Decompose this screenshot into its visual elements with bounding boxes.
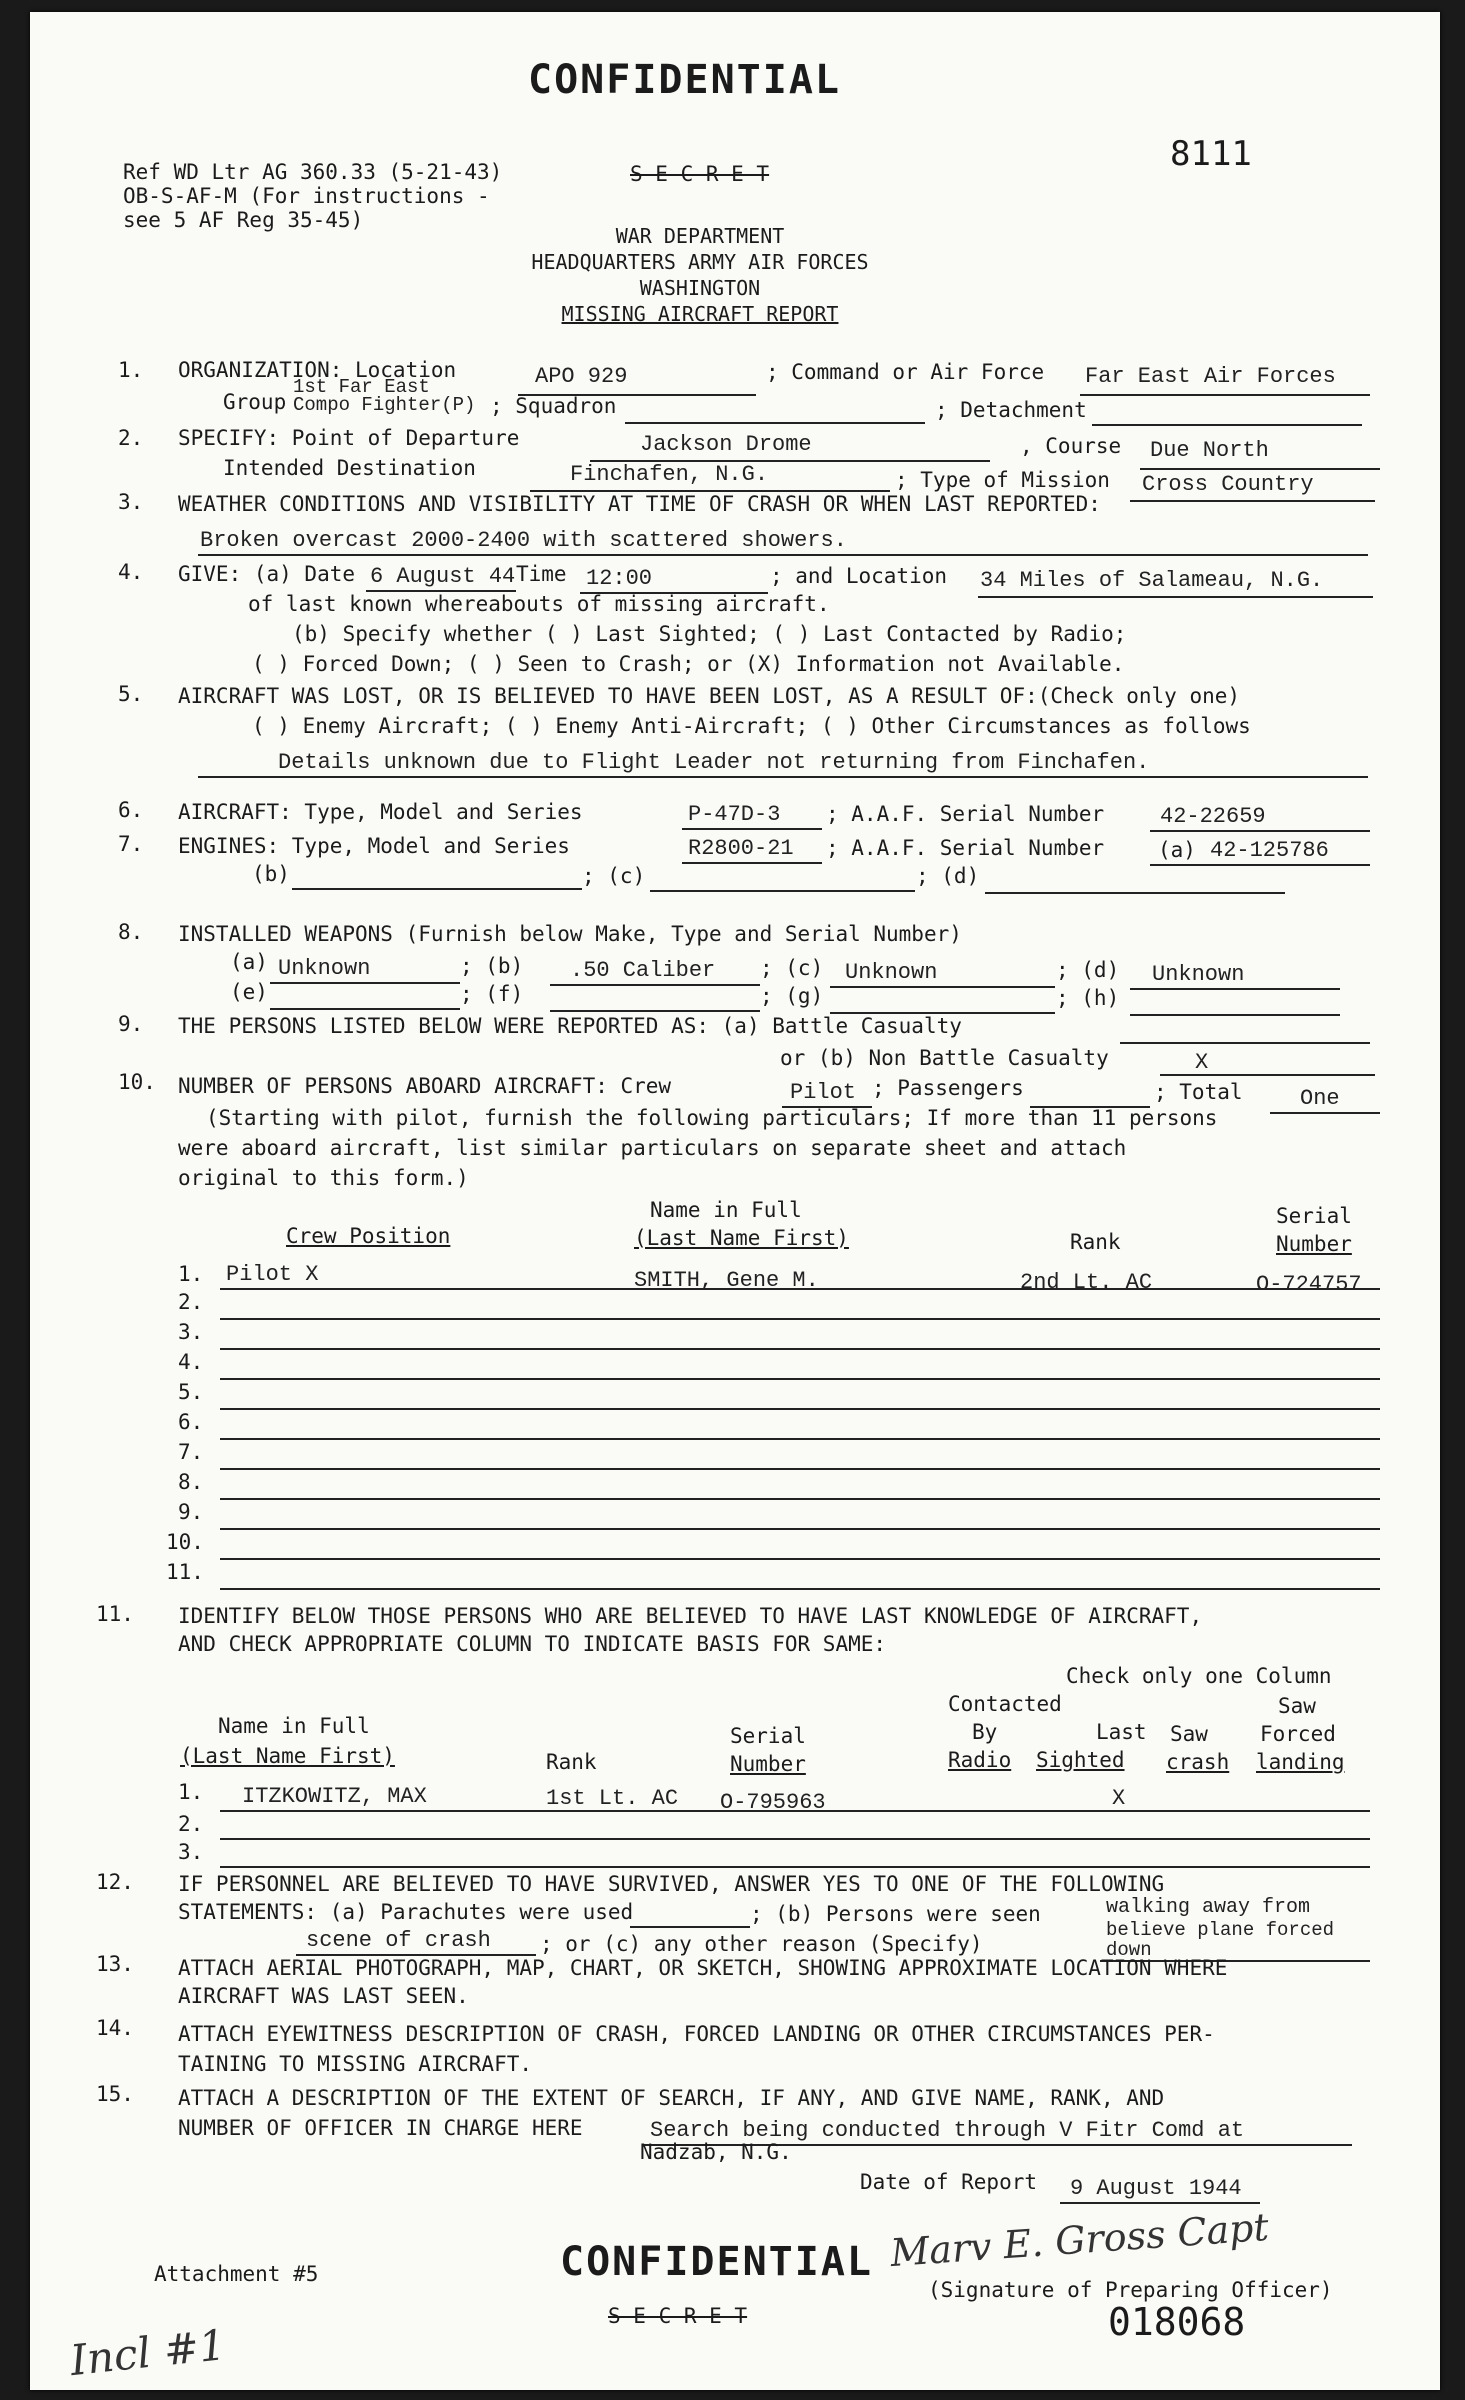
- s7-serial-a: 42-125786: [1210, 838, 1329, 863]
- header-war-department: WAR DEPARTMENT: [615, 224, 785, 248]
- s1-num: 1.: [118, 358, 144, 382]
- s7-serial-label: ; A.A.F. Serial Number: [826, 836, 1105, 860]
- classification-stamp-bottom: CONFIDENTIAL: [560, 2239, 873, 2285]
- s4-location: 34 Miles of Salameau, N.G.: [980, 568, 1324, 593]
- s15-search: Search being conducted through V Fitr Comd at: [650, 2118, 1245, 2143]
- s2-destination: Finchafen, N.G.: [570, 462, 769, 487]
- s7-d-label: ; (d): [916, 864, 980, 888]
- s15-search2: Nadzab, N.G.: [640, 2140, 792, 2164]
- crew-h-name2: (Last Name First): [634, 1226, 849, 1250]
- form-number: 8111: [1170, 134, 1252, 174]
- s1-label: ORGANIZATION: Location: [178, 358, 457, 382]
- s12-walking: walking away from: [1106, 1896, 1311, 1919]
- crew-h-rank: Rank: [1070, 1230, 1121, 1254]
- s11-h-name2: (Last Name First): [180, 1744, 395, 1768]
- s5-num: 5.: [118, 682, 144, 706]
- s11-contacted: Contacted: [948, 1692, 1062, 1716]
- s13-num: 13.: [96, 1952, 134, 1976]
- s4-num: 4.: [118, 560, 144, 584]
- s12-line3: ; or (c) any other reason (Specify): [540, 1932, 983, 1956]
- s10-line2: (Starting with pilot, furnish the following particulars; If more than 11 persons: [206, 1106, 1218, 1130]
- ref-line-2: OB-S-AF-M (For instructions -: [123, 184, 490, 208]
- s1-command-label: ; Command or Air Force: [766, 360, 1045, 384]
- s12-line2a: STATEMENTS: (a) Parachutes were used: [178, 1900, 634, 1924]
- crew-h-serial1: Serial: [1276, 1204, 1352, 1228]
- inclosure-note: Incl #1: [67, 2319, 228, 2386]
- s1-detachment-label: ; Detachment: [935, 398, 1087, 422]
- s4-location-label: ; and Location: [770, 564, 948, 588]
- s10-total: One: [1300, 1086, 1340, 1111]
- s2-mission: Cross Country: [1142, 472, 1314, 497]
- s7-c-label: ; (c): [582, 864, 646, 888]
- s1-location: APO 929: [535, 364, 628, 389]
- classification-stamp-top: CONFIDENTIAL: [528, 57, 841, 103]
- s11-h-sighted: Sighted: [1036, 1748, 1125, 1772]
- s7-b-label: (b): [252, 862, 290, 886]
- s11-label: IDENTIFY BELOW THOSE PERSONS WHO ARE BELIEVED TO HAVE LAST KNOWLEDGE OF AIRCRAFT,: [178, 1604, 1203, 1628]
- s8-e-label: (e): [230, 980, 268, 1004]
- s12-num: 12.: [96, 1870, 134, 1894]
- s3-label: WEATHER CONDITIONS AND VISIBILITY AT TIME OF CRASH OR WHEN LAST REPORTED:: [178, 492, 1101, 516]
- s4-line3: (b) Specify whether ( ) Last Sighted; ( ) Last Contacted by Radio;: [292, 622, 1127, 646]
- s6-label: AIRCRAFT: Type, Model and Series: [178, 800, 583, 824]
- s5-label: AIRCRAFT WAS LOST, OR IS BELIEVED TO HAVE BEEN LOST, AS A RESULT OF:(Check only one): [178, 684, 1241, 708]
- s8-h-label: ; (h): [1056, 986, 1120, 1010]
- s2-destination-label: Intended Destination: [223, 456, 476, 480]
- s10-line4: original to this form.): [178, 1166, 469, 1190]
- s10-line3: were aboard aircraft, list similar particulars on separate sheet and attach: [178, 1136, 1127, 1160]
- s8-d-val: Unknown: [1152, 962, 1245, 987]
- s11-check-only: Check only one Column: [1066, 1664, 1332, 1688]
- s4-time: 12:00: [586, 566, 653, 591]
- s6-serial-label: ; A.A.F. Serial Number: [826, 802, 1105, 826]
- s2-course-label: , Course: [1020, 434, 1122, 458]
- s8-d-label: ; (d): [1056, 958, 1120, 982]
- s10-num: 10.: [118, 1070, 156, 1094]
- s4-time-label: Time: [516, 562, 567, 586]
- s2-mission-label: ; Type of Mission: [895, 468, 1110, 492]
- s8-a-label: (a): [230, 950, 268, 974]
- s11-h-by: By: [972, 1720, 998, 1744]
- s4-label: GIVE: (a) Date: [178, 562, 356, 586]
- s11-h-serial1: Serial: [730, 1724, 806, 1748]
- crew-h-name1: Name in Full: [650, 1198, 802, 1222]
- s12-scene: scene of crash: [306, 1928, 491, 1953]
- s11-h-serial2: Number: [730, 1752, 806, 1776]
- s11-h-forced: Forced: [1260, 1722, 1336, 1746]
- attachment-label: Attachment #5: [154, 2262, 319, 2286]
- crew-h-position: Crew Position: [286, 1224, 451, 1248]
- report-page: CONFIDENTIAL 8111 Ref WD Ltr AG 360.33 (5-21-43) OB-S-AF-M (For instructions - see 5 AF Reg 35-45) S E C R E T WAR DEPARTMENT HEADQUARTERS ARMY AIR FORCES WASHINGTON MISSING AIRCRAFT REPORT 1. ORGANIZATION: Location APO 929 ; Command or Air Force Far East Air Forces Group 1st Far East Compo Fighter(P) ; Squadron ; Detachment 2. SPECIFY: Point of Departure Jackson Drome , Course Due North Intended Destination Finchafen, N.G. ; Type of Mission Cross Country 3. WEATHER CONDITIONS AND VISIBILITY AT TIME OF CRASH OR WHEN LAST REPORTED: Broken overcast 2000-2400 with scattered showers. 4. GIVE: (a) Date 6 August 44 Time 12:00 ; and Location 34 Miles of Salameau, N.G. of last known whereabouts of missing aircraft. (b) Specify whether ( ) Last Sighted; ( ) Last Contacted by Radio; ( ) Forced Down; ( ) Seen to Crash; or (X) Information not Available. 5. AIRCRAFT WAS LOST, OR IS BELIEVED TO HAVE BEEN LOST, AS A RESULT OF:(Check only one) ( ) Enemy Aircraft; ( ) Enemy Anti-Aircraft; ( ) Other Circumstances as follows Details unknown due to Flight Leader not returning from Finchafen. 6. AIRCRAFT: Type, Model and Series P-47D-3 ; A.A.F. Serial Number 42-22659 7. ENGINES: Type, Model and Series R2800-21 ; A.A.F. Serial Number (a) 42-125786 (b) ; (c) ; (d) 8. INSTALLED WEAPONS (Furnish below Make, Type and Serial Number) (a) Unknown ; (b) .50 Caliber ; (c) Unknown ; (d) Unknown (e) ; (f) ; (g) ; (h) 9. THE PERSONS LISTED BELOW WERE REPORTED AS: (a) Battle Casualty or (b) Non Battle Casualty X 10. NUMBER OF PERSONS ABOARD AIRCRAFT: Crew Pilot ; Passengers ; Total One (Starting with pilot, furnish the following particulars; If more than 11 persons were aboard aircraft, list similar particulars on separate sheet and attach original to this form.) Name in Full Serial Crew Position (Last Name First) Rank Number 1. Pilot X SMITH, Gene M. 2nd Lt. AC O-724757 2. 3. 4. 5. 6. 7. 8. 9. 10. 11. 11. IDENTIFY BELOW THOSE PERSONS WHO ARE BELIEVED TO HAVE LAST KNOWLEDGE OF AIRCRAFT, AND CHECK APPROPRIATE COLUMN TO INDICATE BASIS FOR SAME: Check only one Column Contacted Saw Name in Full Serial By Last Saw Forced (Last Name First) Rank Number Radio Sighted crash landing 1. ITZKOWITZ, MAX 1st Lt. AC O-795963 X 2. 3. 12. IF PERSONNEL ARE BELIEVED TO HAVE SURVIVED, ANSWER YES TO ONE OF THE FOLLOWING STATEMENTS: (a) Parachutes were used ; (b) Persons were seen walking away from scene of crash ; or (c) any other reason (Specify) believe plane forced down 13. ATTACH AERIAL PHOTOGRAPH, MAP, CHART, OR SKETCH, SHOWING APPROXIMATE LOCATION WHERE AIRCRAFT WAS LAST SEEN. 14. ATTACH EYEWITNESS DESCRIPTION OF CRASH, FORCED LANDING OR OTHER CIRCUMSTANCES PER- TAINING TO MISSING AIRCRAFT. 15. ATTACH A DESCRIPTION OF THE EXTENT OF SEARCH, IF ANY, AND GIVE NAME, RANK, AND NUMBER OF OFFICER IN CHARGE HERE Search being conducted through V Fitr Comd at Nadzab, N.G. Date of Report 9 August 1944 Attachment #5 CONFIDENTIAL Marv E. Gross Capt (Signature of Preparing Officer) S E C R E T 018068 Incl #1: [30, 12, 1440, 2390]
- s15-num: 15.: [96, 2082, 134, 2106]
- s8-c-val: Unknown: [845, 960, 938, 985]
- s8-c-label: ; (c): [760, 956, 824, 980]
- s12-believe: believe plane forced down: [1106, 1919, 1335, 1961]
- s12-line2b: ; (b) Persons were seen: [750, 1902, 1041, 1926]
- s9-num: 9.: [118, 1012, 144, 1036]
- header-hq: HEADQUARTERS ARMY AIR FORCES: [531, 250, 869, 274]
- s11-num: 11.: [96, 1602, 134, 1626]
- s4-date: 6 August 44: [370, 564, 516, 589]
- s3-num: 3.: [118, 490, 144, 514]
- header-washington: WASHINGTON: [639, 276, 761, 300]
- s5-line2: ( ) Enemy Aircraft; ( ) Enemy Anti-Aircraft; ( ) Other Circumstances as follows: [252, 714, 1251, 738]
- s11-h-last: Last: [1096, 1720, 1147, 1744]
- s11-h-crash: crash: [1166, 1750, 1230, 1774]
- s1-command: Far East Air Forces: [1085, 364, 1336, 389]
- s8-num: 8.: [118, 920, 144, 944]
- s11-h-radio: Radio: [948, 1748, 1012, 1772]
- document-number: 018068: [1108, 2300, 1246, 2344]
- s2-departure: Jackson Drome: [640, 432, 812, 457]
- secret-stamp-top: S E C R E T: [630, 162, 770, 186]
- s9-label: THE PERSONS LISTED BELOW WERE REPORTED AS: (a) Battle Casualty: [178, 1014, 962, 1038]
- s12-label: IF PERSONNEL ARE BELIEVED TO HAVE SURVIVED, ANSWER YES TO ONE OF THE FOLLOWING: [178, 1872, 1165, 1896]
- crew-h-serial2: Number: [1276, 1232, 1352, 1256]
- s5-details: Details unknown due to Flight Leader not returning from Finchafen.: [278, 750, 1150, 775]
- s15-line2: NUMBER OF OFFICER IN CHARGE HERE: [178, 2116, 583, 2140]
- s7-num: 7.: [118, 832, 144, 856]
- report-date-label: Date of Report: [860, 2170, 1038, 2194]
- s2-label: SPECIFY: Point of Departure: [178, 426, 520, 450]
- s15-label: ATTACH A DESCRIPTION OF THE EXTENT OF SEARCH, IF ANY, AND GIVE NAME, RANK, AND: [178, 2086, 1165, 2110]
- s13-label: ATTACH AERIAL PHOTOGRAPH, MAP, CHART, OR SKETCH, SHOWING APPROXIMATE LOCATION WHERE: [178, 1956, 1228, 1980]
- s10-passengers-label: ; Passengers: [872, 1076, 1024, 1100]
- ref-line-1: Ref WD Ltr AG 360.33 (5-21-43): [123, 160, 503, 184]
- s13-line2: AIRCRAFT WAS LAST SEEN.: [178, 1984, 469, 2008]
- secret-stamp-bottom: S E C R E T: [608, 2304, 748, 2328]
- s1-squadron-label: ; Squadron: [490, 394, 617, 418]
- officer-signature: Marv E. Gross Capt: [888, 2204, 1271, 2276]
- s4-line4: ( ) Forced Down; ( ) Seen to Crash; or (X) Information not Available.: [252, 652, 1125, 676]
- s6-num: 6.: [118, 798, 144, 822]
- s11-h-landing: landing: [1256, 1750, 1345, 1774]
- s9-line2: or (b) Non Battle Casualty: [780, 1046, 1109, 1070]
- s2-course: Due North: [1150, 438, 1269, 463]
- s8-b-label: ; (b): [460, 954, 524, 978]
- s3-weather: Broken overcast 2000-2400 with scattered showers.: [200, 528, 847, 553]
- s6-serial: 42-22659: [1160, 804, 1266, 829]
- report-date: 9 August 1944: [1070, 2176, 1242, 2201]
- s8-label: INSTALLED WEAPONS (Furnish below Make, Type and Serial Number): [178, 922, 962, 946]
- s6-model: P-47D-3: [688, 802, 781, 827]
- s11-line2: AND CHECK APPROPRIATE COLUMN TO INDICATE BASIS FOR SAME:: [178, 1632, 887, 1656]
- s7-a-label: (a): [1158, 838, 1196, 862]
- s11-h-saw: Saw: [1170, 1722, 1208, 1746]
- s9-mark: X: [1195, 1050, 1209, 1075]
- s1-group-label: Group: [223, 390, 287, 414]
- signature-label: (Signature of Preparing Officer): [928, 2278, 1333, 2302]
- header-title: MISSING AIRCRAFT REPORT: [561, 302, 839, 326]
- ref-line-3: see 5 AF Reg 35-45): [123, 208, 364, 232]
- s8-b-val: .50 Caliber: [570, 958, 716, 983]
- s14-label: ATTACH EYEWITNESS DESCRIPTION OF CRASH, FORCED LANDING OR OTHER CIRCUMSTANCES PER-: [178, 2022, 1215, 2046]
- s10-label: NUMBER OF PERSONS ABOARD AIRCRAFT: Crew: [178, 1074, 672, 1098]
- s14-line2: TAINING TO MISSING AIRCRAFT.: [178, 2052, 533, 2076]
- s8-g-label: ; (g): [760, 984, 824, 1008]
- s7-label: ENGINES: Type, Model and Series: [178, 834, 570, 858]
- s1-group: 1st Far East Compo Fighter(P): [293, 376, 476, 416]
- s11-h-saw2: Saw: [1278, 1694, 1316, 1718]
- s8-a-val: Unknown: [278, 956, 371, 981]
- s14-num: 14.: [96, 2016, 134, 2040]
- s11-h-name1: Name in Full: [218, 1714, 370, 1738]
- s10-crew: Pilot: [790, 1080, 857, 1105]
- s7-model: R2800-21: [688, 836, 794, 861]
- s11-h-rank: Rank: [546, 1750, 597, 1774]
- s2-num: 2.: [118, 426, 144, 450]
- s10-total-label: ; Total: [1154, 1080, 1243, 1104]
- s4-line2: of last known whereabouts of missing aircraft.: [248, 592, 830, 616]
- s8-f-label: ; (f): [460, 982, 524, 1006]
